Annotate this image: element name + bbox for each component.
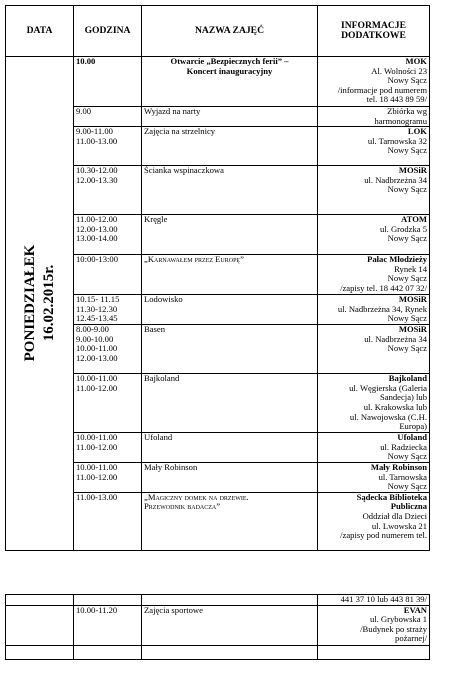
time-slot: 11.00-12.00 — [76, 214, 118, 225]
info-line: ul. Nadbrzeżna 34 — [364, 333, 427, 344]
info-line: ul. Węgierska (Galeria — [349, 382, 427, 393]
time-slot: 10.00 — [76, 56, 96, 66]
info-line: ul. Lwowska 21 — [371, 520, 427, 531]
info-line: /zapisy tel. 18 442 07 32/ — [340, 282, 427, 293]
info-line: Oddział dla Dzieci — [362, 510, 427, 521]
info-line: ul. Nadbrzeżna 34 — [364, 174, 427, 185]
info-line: Nowy Sącz — [387, 184, 427, 195]
info-line: EVAN — [403, 604, 427, 615]
time-slot: 11.30-12.30 — [76, 303, 118, 314]
activity-cell — [142, 215, 318, 255]
info-line: ul. Krakowska lub — [363, 401, 427, 412]
info-line: /informacje pod numerem — [337, 84, 427, 95]
time-cell — [74, 374, 142, 433]
time-cell — [74, 462, 142, 492]
continuation-row — [6, 595, 430, 606]
time-slot: 10.00-11.00 — [76, 343, 118, 354]
info-line: LOK — [407, 126, 427, 137]
info-line: MOK — [405, 56, 427, 66]
time-slot: 10:00-13:00 — [76, 254, 119, 265]
schedule-table-continued — [5, 594, 430, 660]
header-time: GODZINA — [74, 6, 142, 57]
activity-name: Ścianka wspinaczkowa — [144, 165, 224, 176]
header-row — [6, 6, 430, 57]
info-cell — [318, 492, 430, 550]
schedule-table — [5, 5, 430, 551]
time-slot: 10.00-11.00 — [76, 373, 118, 384]
info-line: MOSiR — [398, 294, 427, 305]
time-cell — [74, 166, 142, 215]
date-label — [21, 245, 59, 362]
time-cell — [74, 107, 142, 127]
info-line: Nowy Sącz — [387, 145, 427, 156]
time-slot: 10.00-11.20 — [76, 604, 118, 615]
activity-name: Wyjazd na narty — [144, 106, 201, 116]
activity-cell — [142, 492, 318, 550]
info-line: ul. Nawojowska (C.H. — [349, 411, 427, 422]
date-cell-empty — [6, 595, 74, 606]
info-line: ul. Radziecka — [380, 441, 427, 452]
empty-row — [6, 645, 430, 659]
activity-name: „Karnawałem przez Europę” — [144, 254, 244, 265]
time-cell — [74, 127, 142, 166]
info-line: Rynek 14 — [394, 263, 427, 274]
info-line: Sądecka Biblioteka — [356, 491, 427, 502]
time-cell — [74, 605, 142, 645]
time-slot: 12.00-13.00 — [76, 223, 118, 234]
info-line: Nowy Sącz — [387, 481, 427, 492]
info-line: ul. Grodzka 5 — [379, 223, 427, 234]
date-value: 16.02.2015r. — [40, 265, 57, 342]
time-slot: 10.15- 11.15 — [76, 294, 120, 305]
time-slot: 8.00-9.00 — [76, 324, 109, 335]
info-line: Nowy Sącz — [387, 233, 427, 244]
time-slot: 11.00-13.00 — [76, 491, 118, 502]
info-line: ul. Tarnowska — [378, 471, 427, 482]
activity-cell — [142, 166, 318, 215]
info-line: harmonogramu — [374, 115, 427, 126]
activity-name: Bajkoland — [144, 373, 180, 384]
info-cell — [318, 462, 430, 492]
info-cell — [318, 166, 430, 215]
info-line: /zapisy pod numerem tel. — [340, 530, 427, 541]
time-slot: 13.00-14.00 — [76, 233, 118, 244]
info-line: Ufoland — [397, 432, 427, 443]
activity-name: Lodowisko — [144, 294, 183, 305]
info-line: Mały Robinson — [370, 461, 427, 472]
info-line: Europa) — [399, 421, 427, 432]
activity-name: Kręgle — [144, 214, 168, 225]
time-cell — [74, 57, 142, 107]
activity-name: Otwarcie „Bezpiecznych ferii” – — [170, 56, 289, 66]
activity-cell — [142, 433, 318, 463]
time-slot: 9.00-11.00 — [76, 126, 113, 137]
date-cell-empty — [6, 605, 74, 645]
schedule-row — [6, 57, 430, 107]
info-line: Zbiórka wg — [387, 106, 427, 116]
activity-name: Koncert inauguracyjny — [186, 65, 273, 76]
time-cell — [74, 433, 142, 463]
info-line: Sandecja) lub — [379, 392, 427, 403]
activity-name: „Magiczny domek na drzewie. — [144, 491, 249, 502]
info-line: /Budynek po straży — [360, 623, 427, 634]
header-info-line: INFORMACJE — [340, 19, 407, 31]
time-slot: 9.00 — [76, 106, 92, 116]
header-name: NAZWA ZAJĘĆ — [142, 6, 318, 57]
time-slot: 10.00-11.00 — [76, 432, 118, 443]
info-line: MOSiR — [398, 165, 427, 176]
time-cell — [74, 492, 142, 550]
info-cell — [318, 57, 430, 107]
activity-cell — [142, 295, 318, 325]
activity-name: Ufoland — [144, 432, 173, 443]
activity-cell — [142, 605, 318, 645]
info-line: Bajkoland — [388, 373, 427, 384]
info-cell: 441 37 10 lub 443 81 39/ — [318, 595, 430, 606]
activity-cell — [142, 127, 318, 166]
activity-name: Zajęcia sportowe — [144, 604, 203, 615]
activity-cell — [142, 57, 318, 107]
activity-cell — [142, 107, 318, 127]
activity-cell — [142, 374, 318, 433]
activity-name: Zajęcia na strzelnicy — [144, 126, 216, 137]
info-cell — [318, 374, 430, 433]
activity-name: Basen — [144, 324, 166, 335]
info-line: Nowy Sącz — [387, 451, 427, 462]
activity-cell — [142, 325, 318, 374]
info-cell — [318, 605, 430, 645]
info-cell — [318, 107, 430, 127]
info-cell — [318, 255, 430, 295]
time-cell — [74, 215, 142, 255]
info-line: Nowy Sącz — [387, 313, 427, 324]
activity-name: Przewodnik badacza” — [144, 501, 221, 512]
header-info — [318, 6, 430, 57]
info-line: Al. Wolności 23 — [371, 65, 427, 76]
info-line: pożarnej/ — [395, 633, 427, 644]
time-slot: 11.00-12.00 — [76, 471, 118, 482]
info-cell — [318, 295, 430, 325]
activity-cell — [142, 462, 318, 492]
info-line: Pałac Młodzieży — [367, 254, 427, 265]
info-line: MOSiR — [398, 324, 427, 335]
time-slot: 9.00-10.00 — [76, 333, 114, 344]
time-slot: 11.00-13.00 — [76, 135, 118, 146]
activity-cell — [142, 255, 318, 295]
info-line: Nowy Sącz — [387, 75, 427, 86]
day-name: PONIEDZIAŁEK — [21, 245, 38, 362]
time-cell — [74, 295, 142, 325]
info-line: ul. Nadbrzeżna 34, Rynek — [337, 303, 427, 314]
activity-name: Mały Robinson — [144, 461, 198, 472]
time-slot: 10.00-11.00 — [76, 461, 118, 472]
info-cell — [318, 127, 430, 166]
info-line: ul. Tarnowska 32 — [367, 135, 427, 146]
date-cell — [6, 57, 74, 551]
info-line: ul. Grybowska 1 — [369, 614, 427, 625]
info-line: tel. 18 443 89 59/ — [366, 94, 427, 105]
time-slot: 11.00-12.00 — [76, 382, 118, 393]
time-slot: 12.00-13.30 — [76, 174, 118, 185]
info-line: Publiczna — [390, 501, 427, 512]
time-slot: 10.30-12.00 — [76, 165, 118, 176]
info-cell — [318, 433, 430, 463]
info-cell — [318, 325, 430, 374]
header-info-line: DODATKOWE — [341, 30, 406, 41]
header-date: DATA — [6, 6, 74, 57]
time-slot: 12.45-13.45 — [76, 313, 118, 324]
info-line: ATOM — [401, 214, 427, 225]
time-slot: 12.00-13.00 — [76, 352, 118, 363]
info-line: Nowy Sącz — [387, 273, 427, 284]
time-cell — [74, 325, 142, 374]
info-cell — [318, 215, 430, 255]
time-slot: 11.00-12.00 — [76, 441, 118, 452]
schedule-row — [6, 605, 430, 645]
info-line: Nowy Sącz — [387, 343, 427, 354]
time-cell — [74, 255, 142, 295]
